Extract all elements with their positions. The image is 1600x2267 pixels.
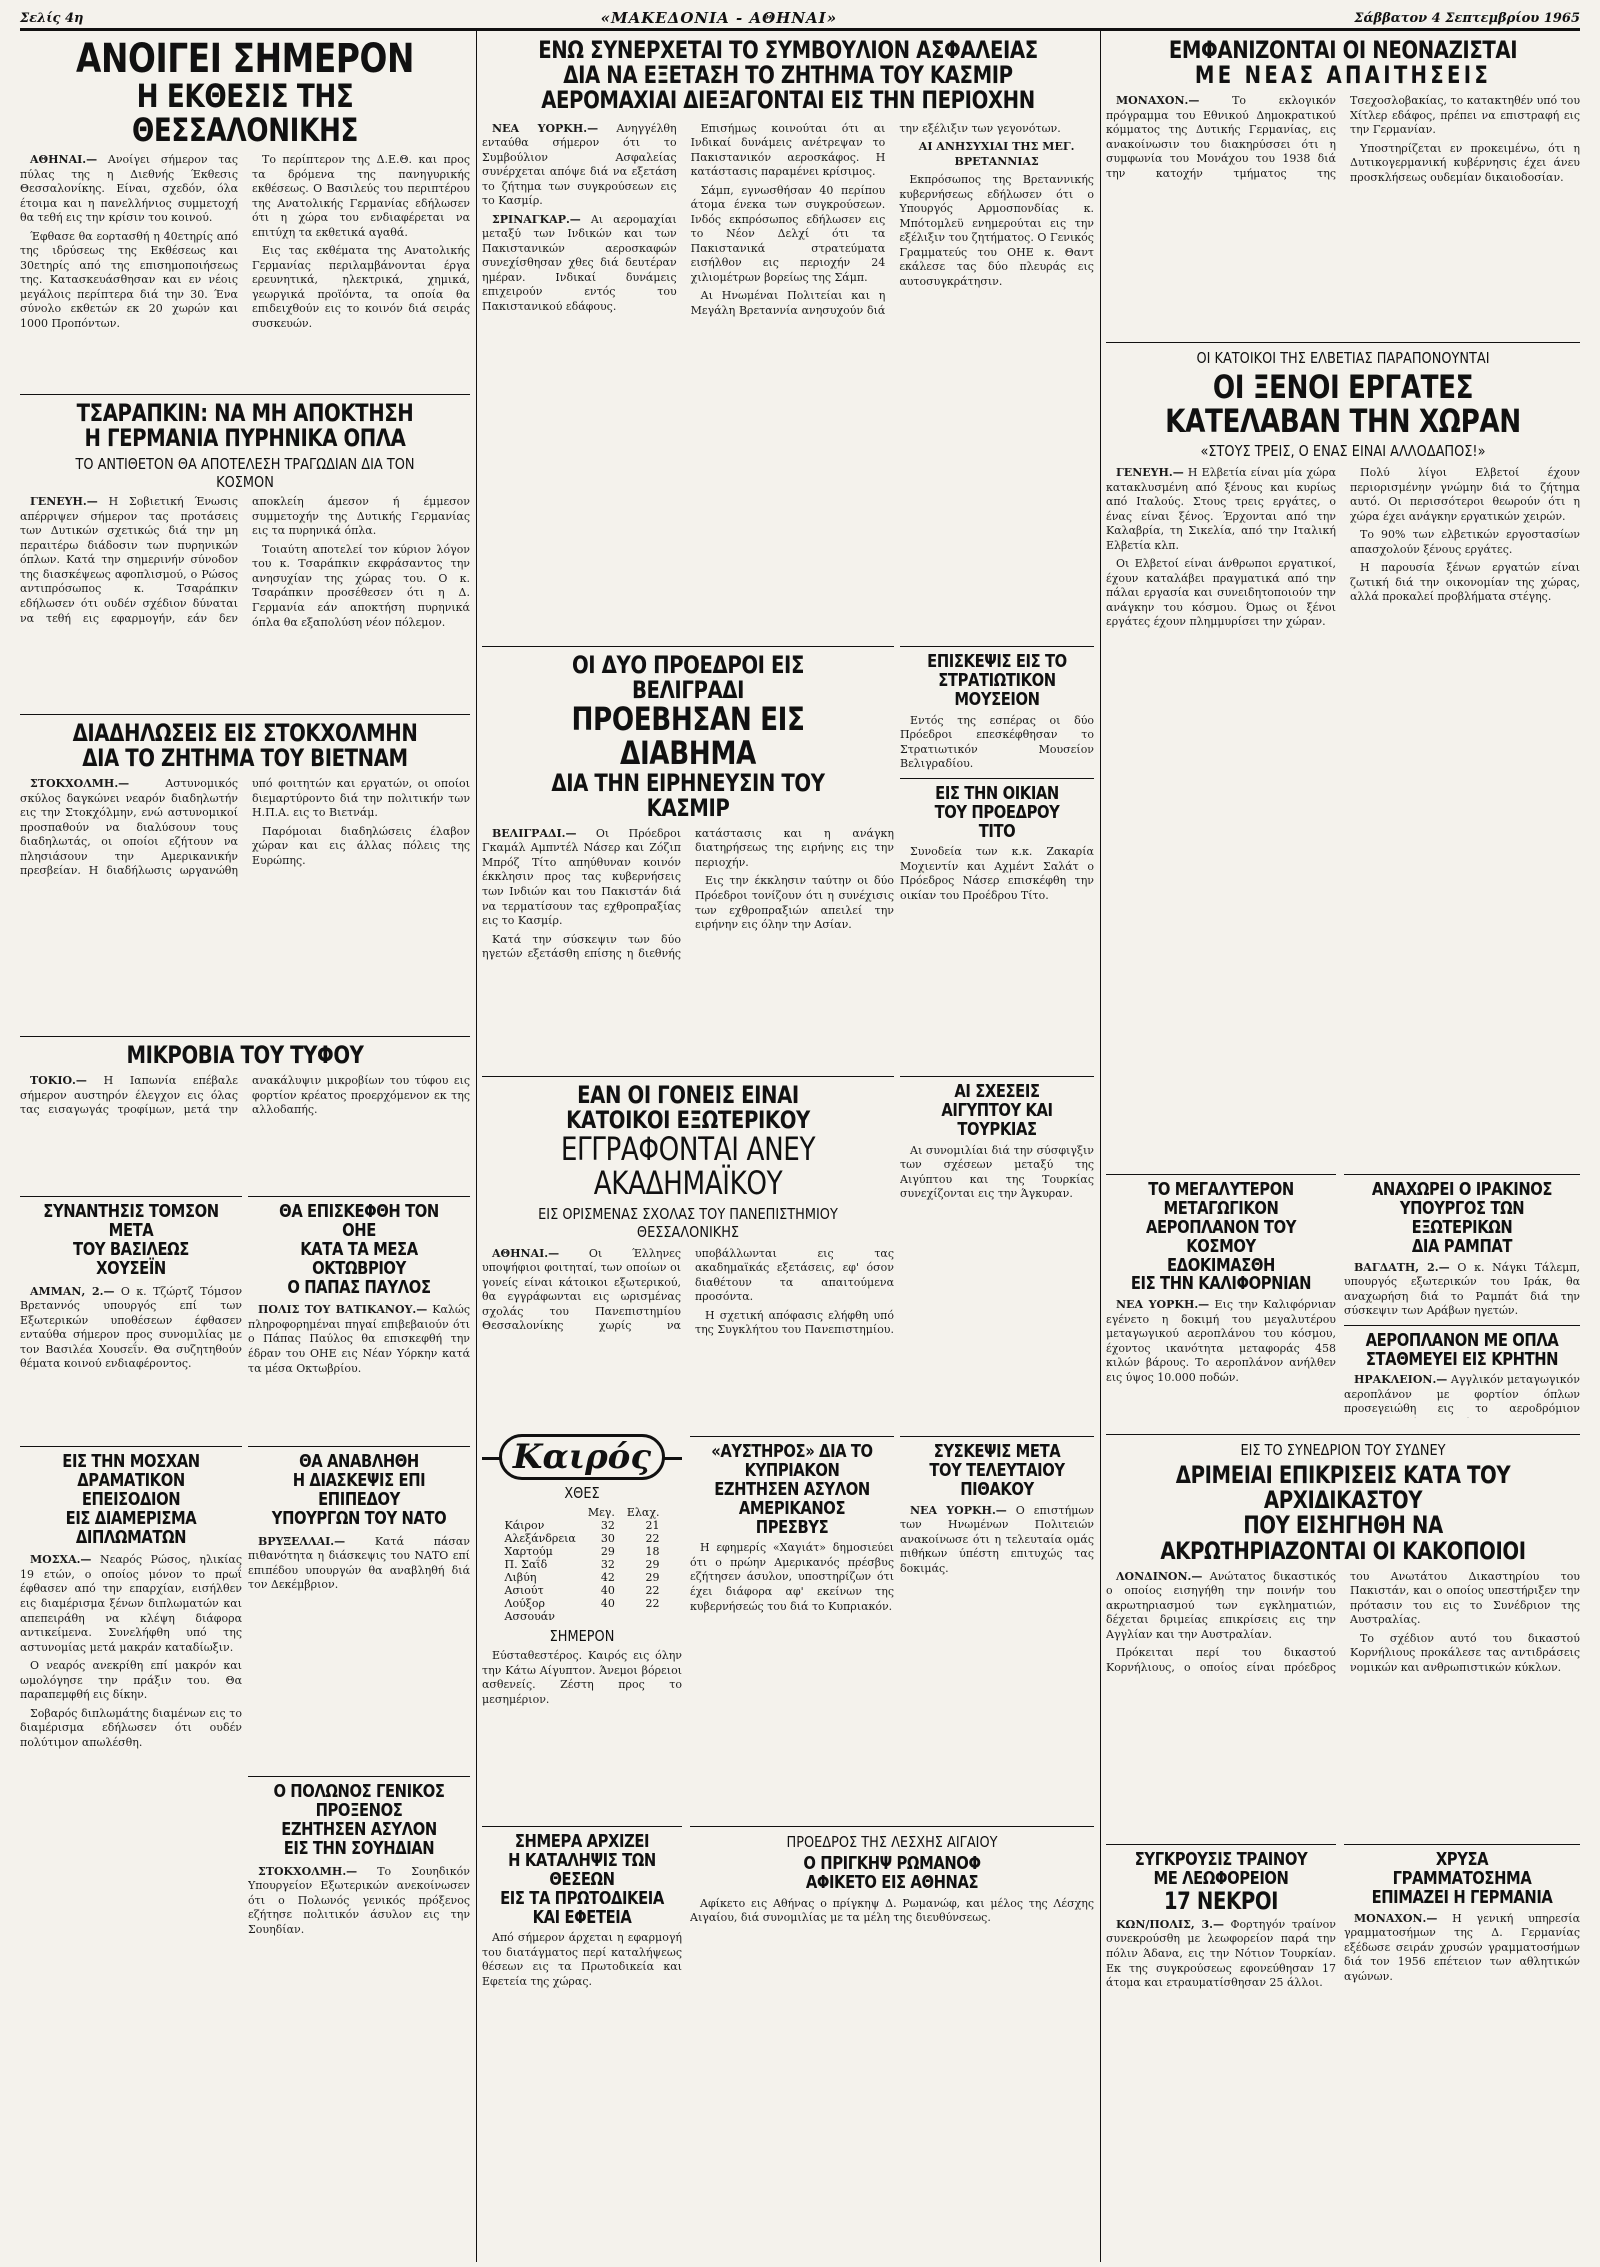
article-body: ΗΡΑΚΛΕΙΟΝ.— Αγγλικόν μεταγωγικόν αεροπλάνον με φορτίον όπλων προσεγειώθη εις το αεροδρόμιον (1344, 1373, 1580, 1416)
weather-city: Π. Σαΐδ (504, 1558, 548, 1571)
weather-logo: Καιρός (499, 1434, 665, 1480)
headline: 17 ΝΕΚΡΟΙ (1163, 1886, 1279, 1915)
weather-max: 42 (600, 1571, 615, 1584)
headline: ΑΝΑΧΩΡΕΙ Ο ΙΡΑΚΙΝΟΣ (1371, 1179, 1553, 1200)
article-body: ΒΡΥΞΕΛΛΑΙ.— Κατά πάσαν πιθανότητα η διάσκεψις του ΝΑΤΟ επί επιπέδου υπουργών θα αναβληθή διά τον Δεκέμβριον. (248, 1534, 470, 1592)
subheadline: ΕΙΣ ΟΡΙΣΜΕΝΑΣ ΣΧΟΛΑΣ ΤΟΥ ΠΑΝΕΠΙΣΤΗΜΙΟΥ ΘΕΣΣΑΛΟΝΙΚΗΣ (538, 1204, 838, 1241)
article-body: ΣΤΟΚΧΟΛΜΗ.— Το Σουηδικόν Υπουργείον Εξωτερικών ανεκοίνωσεν ότι ο Πολωνός γενικός πρόξενος εζήτησε πολιτικόν άσυλον εις την Σουηδίαν. (248, 1864, 470, 1936)
headline: ΧΡΥΣΑ ΓΡΑΜΜΑΤΟΣΗΜΑ (1392, 1849, 1532, 1889)
article-pope-un (248, 1190, 470, 1430)
headline: ΕΓΓΡΑΦΟΝΤΑΙ ΑΝΕΥ ΑΚΑΔΗΜΑΪΚΟΥ (560, 1130, 816, 1202)
weather-max: 32 (600, 1558, 615, 1571)
column-divider (1100, 30, 1101, 2262)
headline: ΕΖΗΤΗΣΕΝ ΑΣΥΛΟΝ (714, 1478, 870, 1500)
article-body: ΝΕΑ ΥΟΡΚΗ.— Ανηγγέλθη ενταύθα σήμερον ότι το Συμβούλιον Ασφαλείας συνέρχεται απόψε διά να εξετάση το ζήτημα των συγκρούσεων εις το Κασμίρ. ΣΡΙΝΑΓΚΑΡ.— Αι αερομαχίαι μεταξύ των Ινδικών και των Πακιστανικών αεροσκαφών συνεχίσθησαν χθες διά δευτέραν ημέραν. Ινδικαί δυνάμεις επιχειρούν εντός του Πακιστανικού εδάφους. Επισήμως κοινούται ότι αι Ινδικαί δυνάμεις ανέτρεψαν το Πακιστανικόν αεροσκάφος. Η κατάστασις παραμένει κρίσιμος. Σάμπ, εγνωσθήσαν 40 περίπου άτομα ένεκα των συγκρούσεων. Ινδός εκπρόσωπος εδήλωσεν εις το Νέον Δελχί ότι τα Πακιστανικά στρατεύματα εισήλθον εις περιοχήν 24 χιλιομέτρων βορείως της Σάμπ. Αι Ηνωμέναι Πολιτείαι και η Μεγάλη Βρεταννία ανησυχούν διά την εξέλιξιν των γεγονότων. ΑΙ ΑΝΗΣΥΧΙΑΙ ΤΗΣ ΜΕΓ. ΒΡΕΤΑΝΝΙΑΣ Εκπρόσωπος της Βρεταννικής κυβερνήσεως εδήλωσεν ότι ο Υπουργός Αρμοσπονδίας κ. Μπότομλεϋ ενημερούται εις την εξέλιξιν του ζητήματος. Ο Γενικός Γραμματεύς του ΟΗΕ κ. Θαντ εκάλεσε τας δύο πλευράς εις αυτοσυγκράτησιν. (482, 121, 1094, 317)
article-body: ΤΟΚΙΟ.— Η Ιαπωνία επέβαλε σήμερον αυστηρόν έλεγχον εις όλας τας εισαγωγάς τροφίμων, μετά την ανακάλυψιν μικροβίων του τύφου εις φορτίον κρέατος προερχόμενον εκ της αλλοδαπής. (20, 1074, 470, 1117)
headline: ΤΟΥ ΤΕΛΕΥΤΑΙΟΥ ΠΙΘΑΚΟΥ (929, 1459, 1065, 1500)
headline: ΠΡΟΕΒΗΣΑΝ ΕΙΣ ΔΙΑΒΗΜΑ (571, 700, 805, 772)
weather-min: 22 (645, 1532, 660, 1545)
weather-max (582, 1610, 621, 1623)
article-thessaloniki-fair (20, 38, 470, 373)
page-number: Σελίς 4η (20, 10, 84, 26)
article-body: ΜΟΝΑΧΟΝ.— Η γενική υπηρεσία γραμματοσήμων της Δ. Γερμανίας εξέδωσε σειράν χρυσών γραμματοσήμων διά τον 1956 επέτειον των αθλητικών αγώνων. (1344, 1911, 1580, 1983)
headline: ΕΙΣ ΤΗΝ ΚΑΛΙΦΟΡΝΙΑΝ (1130, 1273, 1312, 1295)
headline: Ο ΠΟΛΩΝΟΣ ΓΕΝΙΚΟΣ ΠΡΟΞΕΝΟΣ (273, 1781, 445, 1821)
article-body: Εντός της εσπέρας οι δύο Πρόεδροι επεσκέφθησαν το Στρατιωτικόν Μουσείον Βελιγραδίου. (900, 713, 1094, 771)
article-body: ΛΟΝΔΙΝΟΝ.— Ανώτατος δικαστικός ο οποίος εισηγήθη την ποινήν του ακρωτηριασμού των εγκληματιών, δέχεται δριμείας επικρίσεις εις την Αγγλίαν και την Αυστραλίαν. Πρόκειται περί του δικαστού Κορνήλιους, ο οποίος είναι πρόεδρος του Ανωτάτου Δικαστηρίου του Πακιστάν, και ο οποίος υπεστήριξεν την πρότασιν του εις το Συνέδριον της Αυστραλίας. Το σχέδιον αυτό του δικαστού Κορνήλιους προκάλεσε τας αντιδράσεις νομικών και ανθρωπιστικών κύκλων. (1106, 1569, 1580, 1674)
article-tsarapkin (20, 388, 470, 696)
headline: ΔΙΑΔΗΛΩΣΕΙΣ ΕΙΣ ΣΤΟΚΧΟΛΜΗΝ ΔΙΑ ΤΟ ΖΗΤΗΜΑ ΤΟΥ ΒΙΕΤΝΑΜ (72, 719, 418, 773)
headline: ΣΗΜΕΡΑ ΑΡΧΙΖΕΙ (514, 1831, 650, 1852)
weather-city: Ασσουάν (504, 1610, 555, 1623)
weather-min: 22 (645, 1597, 660, 1610)
headline: ΘΑ ΑΝΑΒΛΗΘΗ (299, 1451, 419, 1472)
headline: ΜΕ ΛΕΩΦΟΡΕΙΟΝ (1153, 1867, 1289, 1889)
headline: ΕΙΣ ΤΗΝ ΟΙΚΙΑΝ ΤΟΥ ΠΡΟΕΔΡΟΥ ΤΙΤΟ (934, 782, 1060, 842)
article-body: Συνοδεία των κ.κ. Ζακαρία Μοχιεντίν και Αχμέντ Σαλάτ ο Πρόεδρος Νάσερ επισκέφθη την οικίαν του Προέδρου Τίτο. (900, 845, 1094, 902)
weather-max: 30 (600, 1532, 615, 1545)
headline: ΕΙΣ ΤΗΝ ΣΟΥΗΔΙΑΝ (283, 1837, 435, 1859)
headline: ΟΙ ΞΕΝΟΙ ΕΡΓΑΤΕΣ ΚΑΤΕΛΑΒΑΝ ΤΗΝ ΧΩΡΑΝ (1165, 368, 1521, 440)
article-museum-tito (900, 640, 1094, 1060)
headline: «ΑΥΣΤΗΡΟΣ» ΔΙΑ ΤΟ ΚΥΠΡΙΑΚΟΝ (711, 1441, 873, 1481)
headline: ΔΡΑΜΑΤΙΚΟΝ ΕΠΕΙΣΟΔΙΟΝ (77, 1469, 185, 1510)
article-students-abroad (482, 1070, 894, 1420)
headline: ΕΔΟΚΙΜΑΣΘΗ (1167, 1254, 1275, 1276)
headline: ΤΟ ΜΕΓΑΛΥΤΕΡΟΝ ΜΕΤΑΓΩΓΙΚΟΝ (1148, 1179, 1294, 1219)
article-courts (482, 1820, 682, 2250)
weather-min: 22 (645, 1584, 660, 1597)
weather-max: 40 (600, 1597, 615, 1610)
article-body: ΓΕΝΕΥΗ.— Η Ελβετία είναι μία χώρα κατακλυσμένη από ξένους και κυρίως από Ιταλούς. Στους τρεις εργάτες, ο ένας είναι ξένος. Έρχονται από την Καλαβρία, τη Σικελία, από την Ιταλική Ελβετία κλπ. Οι Ελβετοί είναι άνθρωποι εργατικοί, έχουν καταλάβει πραγματικά από την πάλαι εργασία και συνειδητοποιούν την ανάγκην του κόσμου. Όμως οι ξένοι εργάτες έχουν πλημμυρίσει την χώραν. Πολύ λίγοι Ελβετοί έχουν περιορισμένην γνώμην διά το ζήτημα αυτό. Οι περισσότεροι θεωρούν ότι η χώρα έχει ανάγκην εργατικών χειρών. Το 90% των ελβετικών εργοστασίων απασχολούν ξένους εργάτες. Η παρουσία ξένων εργατών είναι ζωτική διά την οικονομίαν της χώρας, αλλά προκαλεί προβλήματα στέγης. (1106, 466, 1580, 629)
headline: ΘΑ ΕΠΙΣΚΕΦΘΗ ΤΟΝ ΟΗΕ (279, 1201, 439, 1241)
article-iraq-minister (1344, 1168, 1580, 1418)
article-body: ΜΟΝΑΧΟΝ.— Το εκλογικόν πρόγραμμα του Εθνικού Δημοκρατικού κόμματος της Δυτικής Γερμανίας, εις ανακοίνωσιν του διακηρύσσει ότι η συμφωνία του Μονάχου του 1938 διά την κατοχήν τμήματος της Τσεχοσλοβακίας, το κατακτηθέν υπό του Χίτλερ εδάφος, πρέπει να επιστραφή εις την Γερμανίαν. Υποστηρίζεται εν προκειμένω, ότι η Δυτικογερμανική κυβέρνησις έχει άνευ προσκλήσεως ουδεμίαν δικαιοδοσίαν. (1106, 94, 1580, 184)
headline: ΔΙΑ ΤΗΝ ΕΙΡΗΝΕΥΣΙΝ ΤΟΥ ΚΑΣΜΙΡ (551, 768, 825, 822)
article-body: Η εφημερίς «Χαγιάτ» δημοσιεύει ότι ο πρώην Αμερικανός πρέσβυς εζήτησεν άσυλον, υποστηρίζων ότι έχει διάφορα αφ' εκείνων της κυβερνήσεώς του διά το Κυπριακόν. (690, 1541, 894, 1613)
headline: ΕΙΣ ΤΗΝ ΜΟΣΧΑΝ (62, 1451, 200, 1472)
article-body: ΑΘΗΝΑΙ.— Ανοίγει σήμερον τας πύλας της η Διεθνής Έκθεσις Θεσσαλονίκης. Είναι, σχεδόν, όλα έτοιμα και η πανελλήνιος συμμετοχή θα τεθή εις την κρίσιν του κοινού. Έφθασε θα εορτασθή η 40ετηρίς από της ιδρύσεως της Εκθέσεως και 30ετηρίς από της επισημοποιήσεως της. Κατασκευάσθησαν και εν νέοις μεγάλοις περίπτερα διά την 30. Ένα σύνολο εκθετών εκ 20 χωρών και 1000 Προπόντων. Το περίπτερον της Δ.Ε.Θ. και προς τα δρόμενα της πανηγυρικής εκθέσεως. Ο Βασιλεύς του περιπτέρου της Ανατολικής Γερμανίας εδήλωσεν ότι η χώρα του ενδιαφέρεται να επιτύχη τα εκθετικά αγαθά. Εις τας εκθέματα της Ανατολικής Γερμανίας περιλαμβάνονται έργα ερευνητικά, ηλεκτρικά, χημικά, γεωργικά προϊόντα, τα οποία θα επιδειχθούν εις το κοινόν διά σειράς συσκευών. (20, 153, 470, 330)
weather-row (499, 1610, 666, 1623)
headline: ΥΠΟΥΡΓΩΝ ΤΟΥ ΝΑΤΟ (271, 1507, 447, 1529)
subheadline: «ΣΤΟΥΣ ΤΡΕΙΣ, Ο ΕΝΑΣ ΕΙΝΑΙ ΑΛΛΟΔΑΠΟΣ!» (1200, 442, 1486, 461)
article-cargo-plane (1106, 1168, 1336, 1418)
headline: ΜΕ ΝΕΑΣ ΑΠΑΙΤΗΣΕΙΣ (1194, 61, 1492, 90)
article-thomson-hussein (20, 1190, 242, 1430)
article-body: ΝΕΑ ΥΟΡΚΗ.— Εις την Καλιφόρνιαν εγένετο η δοκιμή του μεγαλυτέρου μεταγωγικού αεροπλάνου του κόσμου, έχοντος ικανότητα μεταφοράς 458 κιλών βάρους. Το αεροπλάνον ανήλθεν εις ύψος 10.000 ποδών. (1106, 1298, 1336, 1384)
article-body: ΒΑΓΔΑΤΗ, 2.— Ο κ. Νάγκι Τάλεμπ, υπουργός εξωτερικών του Ιράκ, θα αναχωρήση διά το Ραμπάτ διά την σύσκεψιν των Αράβων ηγετών. (1344, 1260, 1580, 1318)
issue-date: Σάββατον 4 Σεπτεμβρίου 1965 (1354, 10, 1580, 26)
article-body: ΝΕΑ ΥΟΡΚΗ.— Ο επιστήμων των Ηνωμένων Πολιτειών ανακοίνωσε ότι η τελευταία ομάς πιθήκων ύπέστη επιτυχώς τας δοκιμάς. (900, 1503, 1094, 1575)
headline: ΣΥΝΑΝΤΗΣΙΣ ΤΟΜΣΟΝ ΜΕΤΑ (43, 1201, 219, 1241)
weather-min: 29 (645, 1558, 660, 1571)
headline: ΕΙΣ ΤΑ ΠΡΩΤΟΔΙΚΕΙΑ (500, 1887, 664, 1909)
article-stockholm-vietnam (20, 708, 470, 1016)
weather-min: 21 (645, 1519, 660, 1532)
weather-max: 32 (600, 1519, 615, 1532)
weather-row (499, 1558, 666, 1571)
weather-max: 40 (600, 1584, 615, 1597)
headline: ΑΕΡΟΜΑΧΙΑΙ ΔΙΕΞΑΓΟΝΤΑΙ ΕΙΣ ΤΗΝ ΠΕΡΙΟΧΗΝ (541, 86, 1035, 115)
headline: ΑΙ ΣΧΕΣΕΙΣ ΑΙΓΥΠΤΟΥ ΚΑΙ ΤΟΥΡΚΙΑΣ (941, 1081, 1053, 1140)
headline: ΕΖΗΤΗΣΕΝ ΑΣΥΛΟΝ (281, 1818, 437, 1840)
headline: ΑΕΡΟΠΛΑΝΟΝ ΤΟΥ ΚΟΣΜΟΥ (1145, 1216, 1297, 1257)
weather-row (499, 1597, 666, 1610)
weather-city: Λιβύη (504, 1571, 537, 1584)
weather-row (499, 1519, 666, 1532)
weather-box (482, 1430, 682, 1810)
headline: ΣΤΡΑΤΙΩΤΙΚΟΝ ΜΟΥΣΕΙΟΝ (938, 669, 1056, 710)
headline: ΑΕΡΟΠΛΑΝΟΝ ΜΕ ΟΠΛΑ (1365, 1329, 1559, 1351)
weather-row (499, 1571, 666, 1584)
weather-max: 29 (600, 1545, 615, 1558)
headline: ΥΠΟΥΡΓΟΣ ΤΩΝ ΕΞΩΤΕΡΙΚΩΝ (1399, 1197, 1525, 1238)
article-swiss-workers (1106, 336, 1580, 1160)
article-ambassador-asylum (690, 1430, 894, 1810)
headline: ΚΑΤΟΙΚΟΙ ΕΞΩΤΕΡΙΚΟΥ (566, 1106, 810, 1135)
article-sydney-judge (1106, 1428, 1580, 1828)
article-body: ΚΩΝ/ΠΟΛΙΣ, 3.— Φορτηγόν τραίνον συνεκρούσθη με λεωφορείον παρά την πόλιν Άδανα, εις την Νότιον Τουρκίαν. Εκ της συγκρούσεως εφονεύθησαν 17 άτομα και ετραυματίσθησαν 25 άλλοι. (1106, 1917, 1336, 1990)
headline: ΟΙ ΔΥΟ ΠΡΟΕΔΡΟΙ ΕΙΣ ΒΕΛΙΓΡΑΔΙ (571, 651, 805, 705)
headline: ΣΥΓΚΡΟΥΣΙΣ ΤΡΑΙΝΟΥ (1134, 1849, 1308, 1870)
kicker: ΕΙΣ ΤΟ ΣΥΝΕΔΡΙΟΝ ΤΟΥ ΣΥΔΝΕΥ (1240, 1441, 1446, 1459)
headline: ΠΟΥ ΕΙΣΗΓΗΘΗ ΝΑ ΑΚΡΩΤΗΡΙΑΖΟΝΤΑΙ ΟΙ ΚΑΚΟΠΟΙΟΙ (1160, 1511, 1526, 1565)
weather-row (499, 1532, 666, 1545)
article-body: ΑΘΗΝΑΙ.— Οι Έλληνες υποψήφιοι φοιτηταί, των οποίων οι γονείς είναι κάτοικοι εξωτερικού, θα εγγράφωνται εις ωρισμένας σχολάς του Πανεπιστημίου Θεσσαλονίκης χωρίς να υποβάλλωνται εις τας ακαδημαϊκάς εξετάσεις, εφ' όσον διαθέτουν τα απαιτούμενα προσόντα. Η σχετική απόφασις ελήφθη υπό της Συγκλήτου του Πανεπιστημίου. (482, 1246, 894, 1337)
article-body: ΓΕΝΕΥΗ.— Η Σοβιετική Ένωσις απέρριψεν σήμερον τας προτάσεις των Δυτικών σχετικώς διά την μη περαιτέρω διάδοσιν των πυρηνικών όπλων. Κατά την σημερινήν σύνοδον της διασκέψεως αφοπλισμού, ο Ρώσος αντιπρόσωπος κ. Τσαράπκιν εδήλωσεν ότι ουδέν σχέδιον δύναται να τεθή εις εφαρμογήν, εάν δεν αποκλείη άμεσον ή έμμεσον συμμετοχήν της Δυτικής Γερμανίας εις τα πυρηνικά όπλα. Τοιαύτη αποτελεί τον κύριον λόγον του κ. Τσαράπκιν εκφράσαντος την ανησυχίαν της χώρας του. Ο κ. Τσαράπκιν προσέθεσεν ότι η Δ. Γερμανία εάν αποκτήση πυρηνικά όπλα θα εξαπολύση νέον πόλεμον. (20, 495, 470, 629)
headline: ΑΦΙΚΕΤΟ ΕΙΣ ΑΘΗΝΑΣ (805, 1871, 979, 1893)
article-body: ΒΕΛΙΓΡΑΔΙ.— Οι Πρόεδροι Γκαμάλ Αμπντέλ Νάσερ και Ζόζιπ Μπρόζ Τίτο απηύθυναν κοινόν έκκλησιν προς τας κυβερνήσεις των Ινδιών και του Πακιστάν διά να τερματίσουν τας εχθροπραξίας εις το Κασμίρ. Κατά την σύσκεψιν των δύο ηγετών εξετάσθη επίσης η διεθνής κατάστασις και η ανάγκη διατηρήσεως της ειρήνης εις την περιοχήν. Εις την έκκλησιν ταύτην οι δύο Πρόεδροι τονίζουν ότι η συνέχισις των εχθροπραξιών απειλεί την ειρήνην εις όλην την Ασίαν. (482, 826, 894, 961)
article-belgrade-presidents (482, 640, 894, 1060)
headline: ΤΣΑΡΑΠΚΙΝ: ΝΑ ΜΗ ΑΠΟΚΤΗΣΗ (76, 399, 414, 427)
weather-table: Μεγ. Ελαχ. Κάιρον 32 21 Αλεξάνδρεια 30 22 Χαρτούμ 29 18 Π. Σαΐδ 32 29 Λιβύη 42 29 Ασιούτ 40 22 Λούξορ 40 22 Ασσουάν (499, 1506, 666, 1623)
article-romanov (690, 1820, 1094, 2250)
headline: Ο ΠΑΠΑΣ ΠΑΥΛΟΣ (287, 1276, 431, 1298)
article-monkey (900, 1430, 1094, 1810)
article-body: ΣΤΟΚΧΟΛΜΗ.— Αστυνομικός σκύλος δαγκώνει νεαρόν διαδηλωτήν εις την Στοκχόλμην, ενώ αστυνομικοί προσπαθούν να διαλύσουν τους διαδηλωτάς, οι οποίοι εζήτουν να πλησιάσουν την Αμερικανικήν πρεσβείαν. Η διαδήλωσις ωργανώθη υπό φοιτητών και εργατών, οι οποίοι διεμαρτύροντο διά την πολιτικήν των Η.Π.Α. εις το Βιετνάμ. Παρόμοιαι διαδηλώσεις έλαβον χώραν και εις άλλας πόλεις της Ευρώπης. (20, 777, 470, 878)
weather-today-heading: ΣΗΜΕΡΟΝ (549, 1627, 615, 1645)
kicker: ΟΙ ΚΑΤΟΙΚΟΙ ΤΗΣ ΕΛΒΕΤΙΑΣ ΠΑΡΑΠΟΝΟΥΝΤΑΙ (1196, 349, 1490, 367)
headline: ΣΤΑΘΜΕΥΕΙ ΕΙΣ ΚΡΗΤΗΝ (1365, 1348, 1559, 1370)
article-body: ΠΟΛΙΣ ΤΟΥ ΒΑΤΙΚΑΝΟΥ.— Καλώς πληροφορημέναι πηγαί επιβεβαιούν ότι ο Πάπας Παύλος θα επισκεφθή την έδραν του ΟΗΕ εις Νέαν Υόρκην κατά τα μέσα Οκτωβρίου. (248, 1303, 470, 1375)
subheadline: ΤΟ ΑΝΤΙΘΕΤΟΝ ΘΑ ΑΠΟΤΕΛΕΣΗ ΤΡΑΓΩΔΙΑΝ ΔΙΑ ΤΟΝ ΚΟΣΜΟΝ (75, 455, 415, 492)
headline: Η ΔΙΑΣΚΕΨΙΣ ΕΠΙ ΕΠΙΠΕΔΟΥ (292, 1469, 426, 1510)
headline: ΤΟΥ ΒΑΣΙΛΕΩΣ ΧΟΥΣΕΪΝ (73, 1238, 189, 1279)
headline: ΕΠΙΜΑΖΕΙ Η ΓΕΡΜΑΝΙΑ (1371, 1886, 1553, 1908)
weather-min (621, 1610, 666, 1623)
headline: ΔΙΑ ΝΑ ΕΞΕΤΑΣΗ ΤΟ ΖΗΤΗΜΑ ΤΟΥ ΚΑΣΜΙΡ (563, 61, 1013, 90)
article-body: ΜΟΣΧΑ.— Νεαρός Ρώσος, ηλικίας 19 ετών, ο οποίος μόνον το πρωΐ έφθασεν από την επαρχίαν, εισήλθεν εις διαμέρισμα ξένων διπλωματών και απεπειράθη να κλέψη διάφορα αντικείμενα. Συνελήφθη υπό της αστυνομίας μετά μακράν καταδίωξιν. Ο νεαρός ανεκρίθη επί μακρόν και ωμολόγησε την πράξιν του. Θα παραπεμφθή εις δίκην. Σοβαρός διπλωμάτης διαμένων εις το διαμέρισμα εδήλωσεν ότι ουδέν πολύτιμον απωλέσθη. (20, 1553, 242, 1749)
headline: ΚΑΙ ΕΦΕΤΕΙΑ (532, 1906, 632, 1928)
masthead (20, 8, 1580, 31)
article-typhus (20, 1030, 470, 1180)
article-polish-consul (248, 1770, 470, 2250)
headline: ΕΑΝ ΟΙ ΓΟΝΕΙΣ ΕΙΝΑΙ (577, 1081, 799, 1109)
article-body: Αι συνομιλίαι διά την σύσφιγξιν των σχέσεων μεταξύ της Αιγύπτου και της Τουρκίας συνεχίζονται εις την Άγκυραν. (900, 1143, 1094, 1201)
article-body: Από σήμερον άρχεται η εφαρμογή του διατάγματος περί καταλήψεως θέσεων εις τα Πρωτοδικεία και Εφετεία της χώρας. (482, 1931, 682, 1988)
weather-row (499, 1584, 666, 1597)
article-gold-stamps (1344, 1838, 1580, 2250)
column-divider (476, 30, 477, 2262)
weather-today-text: Εύσταθεστέρος. Καιρός εις όλην την Κάτω Αίγυπτον. Άνεμοι βόρειοι ασθενείς. Ζέστη προς το μεσημέριον. (482, 1649, 682, 1706)
article-egypt-turkey (900, 1070, 1094, 1420)
weather-row (499, 1545, 666, 1558)
article-neonazis (1106, 38, 1580, 328)
article-body: ΑΜΜΑΝ, 2.— Ο κ. Τζώρτζ Τόμσον Βρεταννός υπουργός επί των Εξωτερικών υποθέσεων έφθασεν ενταύθα σήμερον προς συνομιλίας με τον Βασιλέα Χουσεΐν. Θα συζητηθούν θέματα κοινού ενδιαφέροντος. (20, 1284, 242, 1371)
weather-city: Αλεξάνδρεια (504, 1532, 576, 1545)
article-train-collision (1106, 1838, 1336, 2250)
headline: ΕΝΩ ΣΥΝΕΡΧΕΤΑΙ ΤΟ ΣΥΜΒΟΥΛΙΟΝ ΑΣΦΑΛΕΙΑΣ (538, 38, 1038, 64)
headline: Η ΚΑΤΑΛΗΨΙΣ ΤΩΝ ΘΕΣΕΩΝ (508, 1849, 656, 1890)
headline: ΣΥΣΚΕΨΙΣ ΜΕΤΑ (933, 1441, 1061, 1462)
article-moscow-incident (20, 1440, 242, 2250)
weather-city: Κάιρον (504, 1519, 545, 1532)
headline: ΕΠΙΣΚΕΨΙΣ ΕΙΣ ΤΟ (927, 651, 1067, 672)
headline: ΑΝΟΙΓΕΙ ΣΗΜΕΡΟΝ (76, 38, 414, 82)
weather-min: 18 (645, 1545, 660, 1558)
headline: ΚΑΤΑ ΤΑ ΜΕΣΑ ΟΚΤΩΒΡΙΟΥ (300, 1238, 418, 1279)
article-nato-postponed (248, 1440, 470, 1760)
headline: ΕΙΣ ΔΙΑΜΕΡΙΣΜΑ ΔΙΠΛΩΜΑΤΩΝ (65, 1507, 197, 1548)
headline: ΕΜΦΑΝΙΖΟΝΤΑΙ ΟΙ ΝΕΟΝΑΖΙΣΤΑΙ (1168, 38, 1518, 64)
headline: ΜΙΚΡΟΒΙΑ ΤΟΥ ΤΥΦΟΥ (126, 1041, 364, 1069)
weather-city: Λούξορ (504, 1597, 545, 1610)
kicker: ΠΡΟΕΔΡΟΣ ΤΗΣ ΛΕΣΧΗΣ ΑΙΓΑΙΟΥ (786, 1833, 998, 1851)
paper-name: «ΜΑΚΕΔΟΝΙΑ - ΑΘΗΝΑΙ» (600, 9, 838, 27)
weather-city: Ασιούτ (504, 1584, 544, 1597)
headline: Η ΓΕΡΜΑΝΙΑ ΠΥΡΗΝΙΚΑ ΟΠΛΑ (84, 424, 406, 453)
headline: ΔΡΙΜΕΙΑΙ ΕΠΙΚΡΙΣΕΙΣ ΚΑΤΑ ΤΟΥ ΑΡΧΙΔΙΚΑΣΤΟΥ (1175, 1461, 1511, 1515)
article-body: Αφίκετο εις Αθήνας ο πρίγκηψ Δ. Ρωμανώφ, και μέλος της Λέσχης Αιγαίου, διά συνομιλίας με τα μέλη της διευθύνσεως. (690, 1896, 1094, 1925)
article-kashmir-security-council (482, 38, 1094, 628)
headline: Ο ΠΡΙΓΚΗΨ ΡΩΜΑΝΟΦ (803, 1853, 981, 1874)
headline: ΔΙΑ ΡΑΜΠΑΤ (1411, 1235, 1513, 1257)
weather-min: 29 (645, 1571, 660, 1584)
weather-city: Χαρτούμ (504, 1545, 553, 1558)
headline: ΑΜΕΡΙΚΑΝΟΣ ΠΡΕΣΒΥΣ (738, 1497, 846, 1538)
headline: Η ΕΚΘΕΣΙΣ ΤΗΣ ΘΕΣΣΑΛΟΝΙΚΗΣ (131, 77, 359, 149)
weather-heading: ΧΘΕΣ (564, 1484, 600, 1502)
